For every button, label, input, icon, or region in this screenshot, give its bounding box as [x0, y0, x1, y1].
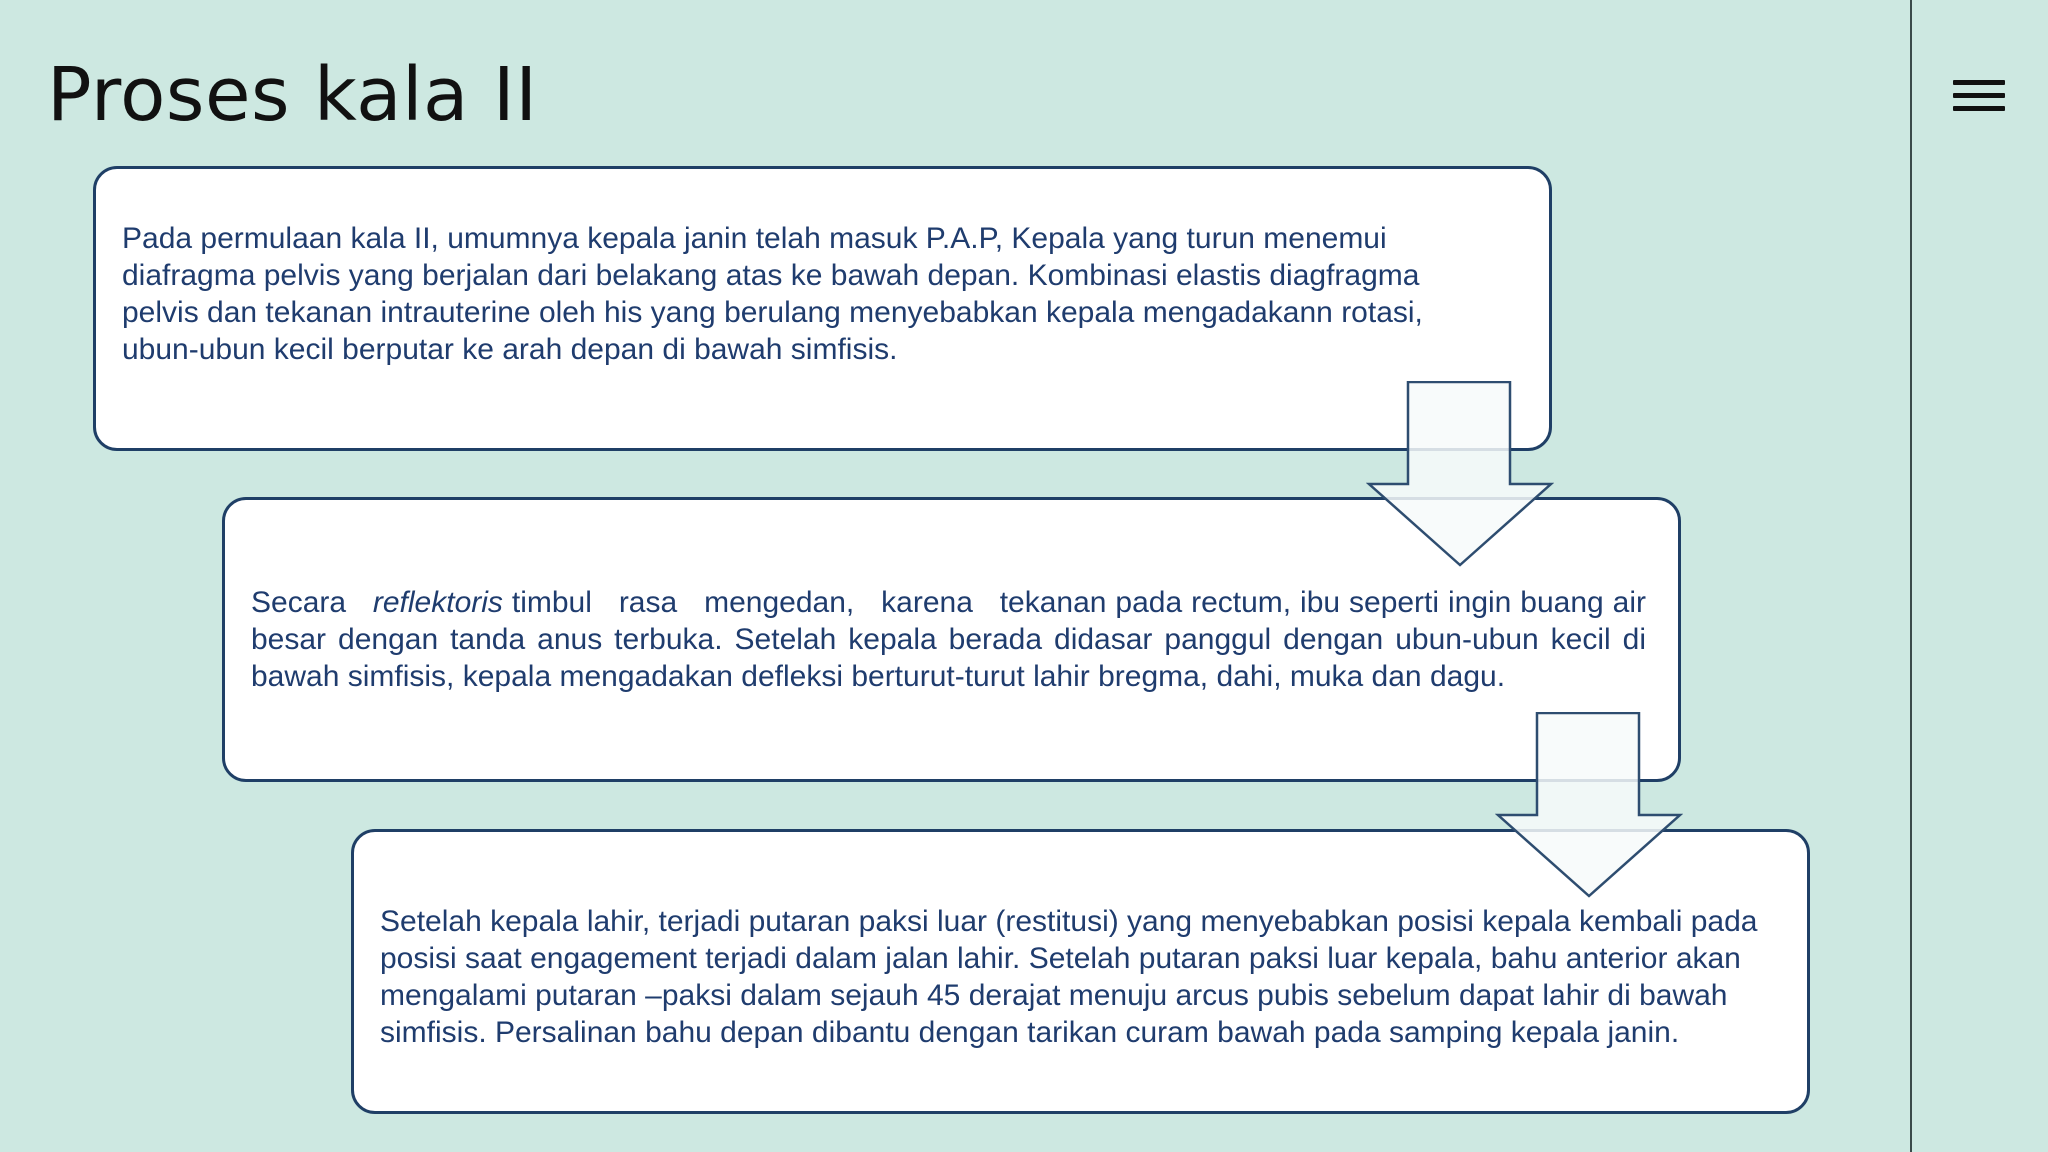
flow-box-1-text: Pada permulaan kala II, umumnya kepala janin telah masuk P.A.P, Kepala yang turun menemui diafragma pelvis yang berjalan dari belakang atas ke bawah depan. Kombinasi elastis diagfragma pelvis dan tekanan intrauterine oleh his yang berulang menyebabkan kepala mengadakann rotasi, ubun-ubun kecil berputar ke arah depan di bawah simfisis. [122, 221, 1423, 366]
flow-box-2-text-italic: reflektoris [372, 586, 503, 619]
flow-box-2-text [225, 584, 1678, 695]
flow-box-1 [93, 166, 1552, 451]
slide-title: Proses kala II [47, 52, 538, 138]
flow-box-3-text: Setelah kepala lahir, terjadi putaran paksi luar (restitusi) yang menyebabkan posisi kepala kembali pada posisi saat engagement terjadi dalam jalan lahir. Setelah putaran paksi luar kepala, bahu anterior akan mengalami putaran –paksi dalam sejauh 45 derajat menuju arcus pubis sebelum dapat lahir di bawah simfisis. Persalinan bahu depan dibantu dengan tarikan curam bawah pada samping kepala janin. [380, 904, 1758, 1049]
sidebar-divider [1910, 0, 1912, 1152]
down-arrow-icon [1495, 712, 1683, 898]
flow-box-2-text-lead: Secara [251, 586, 347, 619]
flow-box-2-text-rest: tekanan pada rectum, ibu seperti ingin buang air besar dengan tanda anus terbuka. Setelah kepala berada didasar panggul dengan ubun-ubun kecil di bawah simfisis, kepala mengadakan defleksi berturut-turut lahir bregma, dahi, muka dan dagu. [251, 586, 1646, 693]
menu-button[interactable] [1950, 76, 2010, 120]
down-arrow-icon [1366, 381, 1554, 567]
flow-box-2-text-spaced: timbul rasa mengedan, karena [511, 586, 973, 619]
